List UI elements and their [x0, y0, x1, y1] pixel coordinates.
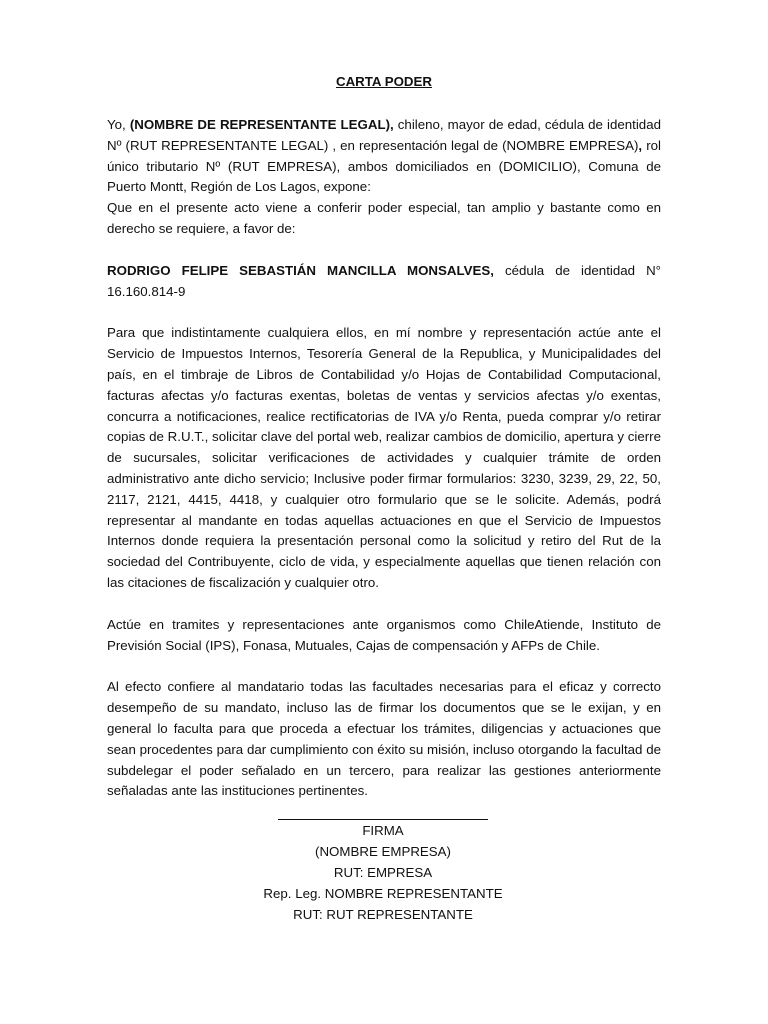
signature-rut-representative: RUT: RUT REPRESENTANTE [293, 907, 473, 922]
effect-paragraph: Al efecto confiere al mandatario todas las facultades necesarias para el eficaz y correcto desempeño de su mandato, incluso las de firmar los documentos que se le exijan, y en general lo faculta para que proceda a efectuar los trámites, diligencias y actuaciones que sean procedentes para dar cumplimiento con éxito su misión, incluso otorgando la facultad de subdelegar el poder señalado en un tercero, para realizar las gestiones anteriormente señaladas ante las instituciones pertinentes. [107, 679, 661, 799]
intro-text-3: rol único tributario Nº (RUT EMPRESA), ambos domiciliados en (DOMICILIO), Comuna de Puerto Montt, Región de Los Lagos, expone: [107, 137, 661, 195]
document-body [107, 72, 661, 802]
signature-company: (NOMBRE EMPRESA) [315, 844, 451, 859]
acts-paragraph: Actúe en tramites y representaciones ante organismos como ChileAtiende, Instituto de Previsión Social (IPS), Fonasa, Mutuales, Cajas de compensación y AFPs de Chile. [107, 616, 661, 653]
attorney-name: RODRIGO FELIPE SEBASTIÁN MANCILLA MONSALVES, [107, 262, 494, 278]
attorney-paragraph [107, 261, 661, 303]
signature-representative: Rep. Leg. NOMBRE REPRESENTANTE [263, 886, 503, 901]
intro-bold-comma: , [638, 137, 643, 153]
document-title: CARTA PODER [335, 74, 433, 89]
grant-paragraph: Que en el presente acto viene a conferir poder especial, tan amplio y bastante como en derecho se requiere, a favor de: [107, 200, 661, 236]
signature-label: FIRMA [362, 823, 404, 838]
signature-line [278, 807, 488, 820]
signature-rut-company: RUT: EMPRESA [333, 865, 433, 880]
representative-name: (NOMBRE DE REPRESENTANTE LEGAL), [129, 117, 394, 132]
attorney-id: cédula de identidad N° 16.160.814-9 [107, 262, 661, 299]
intro-text-1: Yo, [107, 117, 130, 132]
intro-paragraph [107, 115, 661, 198]
powers-paragraph: Para que indistintamente cualquiera ellos, en mí nombre y representación actúe ante el Servicio de Impuestos Internos, Tesorería General de la Republica, y Municipalidades del país, en el timbraje de Libros de Contabilidad y/o Hojas de Contabilidad Computacional, facturas afectas y/o facturas exentas, boletas de ventas y servicios afectas y/o exentas, concurra a notificaciones, realice rectificatorias de IVA y/o Renta, pueda comprar y/o retirar copias de R.U.T., solicitar clave del portal web, realizar cambios de domicilio, apertura y cierre de sucursales, solicitar verificaciones de actividades y cualquier trámite de orden administrativo ante dicho servicio; Inclusive poder firmar formularios: 3230, 3239, 29, 22, 50, 2117, 2121, 4415, 4418, y cualquier otro formulario que se le solicite. Además, podrá representar al mandante en todas aquellas actuaciones en que el Servicio de Impuestos Internos donde requiera la presentación personal como la solicitud y retiro del Rut de la sociedad del Contribuyente, ciclo de vida, y especialmente aquellas que tienen relación con las citaciones de fiscalización y cualquier otro. [107, 325, 661, 590]
signature-block [173, 807, 593, 925]
intro-text-2: chileno, mayor de edad, cédula de identidad Nº (RUT REPRESENTANTE LEGAL) , en representación legal de (NOMBRE EMPRESA) [107, 117, 661, 153]
